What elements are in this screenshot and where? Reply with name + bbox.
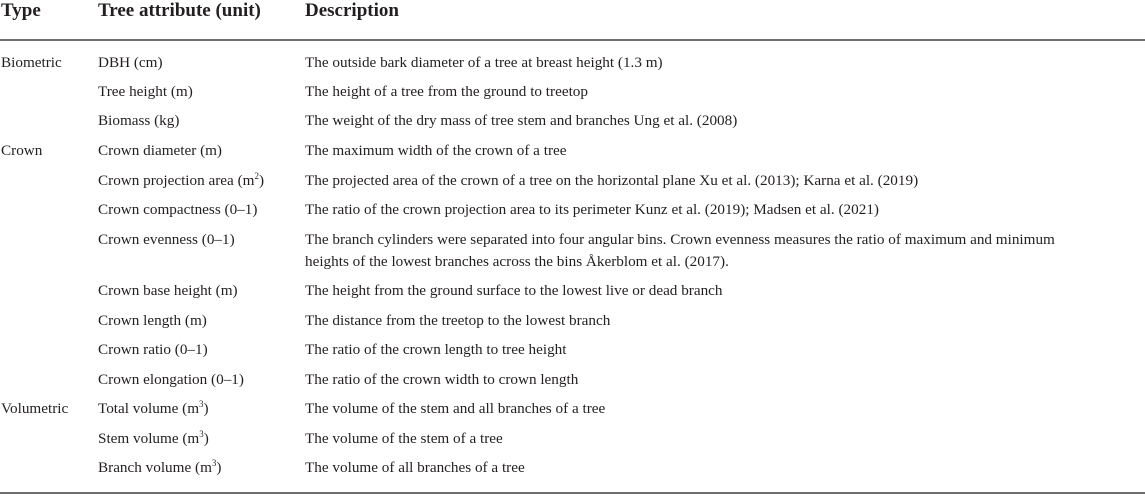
header-attribute: Tree attribute (unit)	[98, 0, 261, 21]
attribute-label: Biomass (kg)	[98, 112, 180, 129]
attribute-cell	[98, 140, 222, 162]
description-cell: The ratio of the crown length to tree height	[305, 341, 567, 358]
description-cell: The outside bark diameter of a tree at breast height (1.3 m)	[305, 54, 663, 71]
attribute-label: Tree height (m)	[98, 83, 193, 100]
attribute-label: Branch volume (m	[98, 459, 212, 476]
description-cell: The volume of the stem and all branches of a tree	[305, 400, 606, 417]
bottom-rule	[0, 492, 1145, 494]
attribute-label: Total volume (m	[98, 400, 200, 417]
attribute-cell	[98, 310, 207, 332]
unit-exponent: 3	[199, 429, 204, 439]
attribute-label-tail: )	[216, 459, 222, 476]
attribute-label: Stem volume (m	[98, 430, 200, 447]
header-rule	[0, 39, 1145, 41]
type-cell: Crown	[1, 142, 43, 159]
attribute-label: Crown diameter (m)	[98, 142, 222, 159]
attribute-cell	[98, 52, 163, 74]
attribute-cell	[98, 170, 264, 192]
description-cell: The maximum width of the crown of a tree	[305, 142, 567, 159]
description-cell: The ratio of the crown projection area to its perimeter Kunz et al. (2019); Madsen et al. (2021)	[305, 201, 879, 218]
description-cell: The height from the ground surface to the lowest live or dead branch	[305, 282, 723, 299]
attribute-cell	[98, 339, 208, 361]
description-cell: The height of a tree from the ground to treetop	[305, 83, 588, 100]
attribute-label: Crown elongation (0–1)	[98, 371, 244, 388]
description-cell: The weight of the dry mass of tree stem and branches Ung et al. (2008)	[305, 112, 738, 129]
attribute-label: Crown projection area (m	[98, 172, 255, 189]
description-cell: The branch cylinders were separated into four angular bins. Crown evenness measures the ratio of maximum and minimum	[305, 231, 1055, 248]
attribute-label: Crown length (m)	[98, 312, 207, 329]
description-cell: The volume of the stem of a tree	[305, 430, 503, 447]
header-description: Description	[305, 0, 399, 21]
attribute-cell	[98, 428, 209, 450]
description-cell: The projected area of the crown of a tree on the horizontal plane Xu et al. (2013); Karna et al. (2019)	[305, 172, 919, 189]
description-cell: The ratio of the crown width to crown length	[305, 371, 579, 388]
attribute-label: DBH (cm)	[98, 54, 163, 71]
attribute-label-tail: )	[258, 172, 265, 189]
attribute-cell	[98, 199, 257, 221]
attribute-cell	[98, 457, 221, 479]
attribute-cell	[98, 369, 244, 391]
description-cell: heights of the lowest branches across the bins Åkerblom et al. (2017).	[305, 253, 729, 270]
unit-exponent: 3	[199, 399, 204, 409]
header-type: Type	[1, 0, 41, 21]
description-cell: The volume of all branches of a tree	[305, 459, 525, 476]
description-cell: The distance from the treetop to the lowest branch	[305, 312, 611, 329]
attribute-label: Crown base height (m)	[98, 282, 238, 299]
attribute-label: Crown compactness (0–1)	[98, 201, 258, 218]
unit-exponent: 2	[254, 171, 259, 181]
attribute-cell	[98, 229, 235, 251]
attribute-label-tail: )	[203, 400, 209, 417]
type-cell: Volumetric	[1, 400, 69, 417]
attribute-cell	[98, 81, 193, 103]
attribute-cell	[98, 398, 209, 420]
attribute-cell	[98, 110, 179, 132]
type-cell: Biometric	[1, 54, 62, 71]
attribute-label: Crown evenness (0–1)	[98, 231, 235, 248]
attribute-label: Crown ratio (0–1)	[98, 341, 208, 358]
attribute-cell	[98, 280, 238, 302]
unit-exponent: 3	[211, 458, 217, 468]
attribute-label-tail: )	[203, 430, 209, 447]
